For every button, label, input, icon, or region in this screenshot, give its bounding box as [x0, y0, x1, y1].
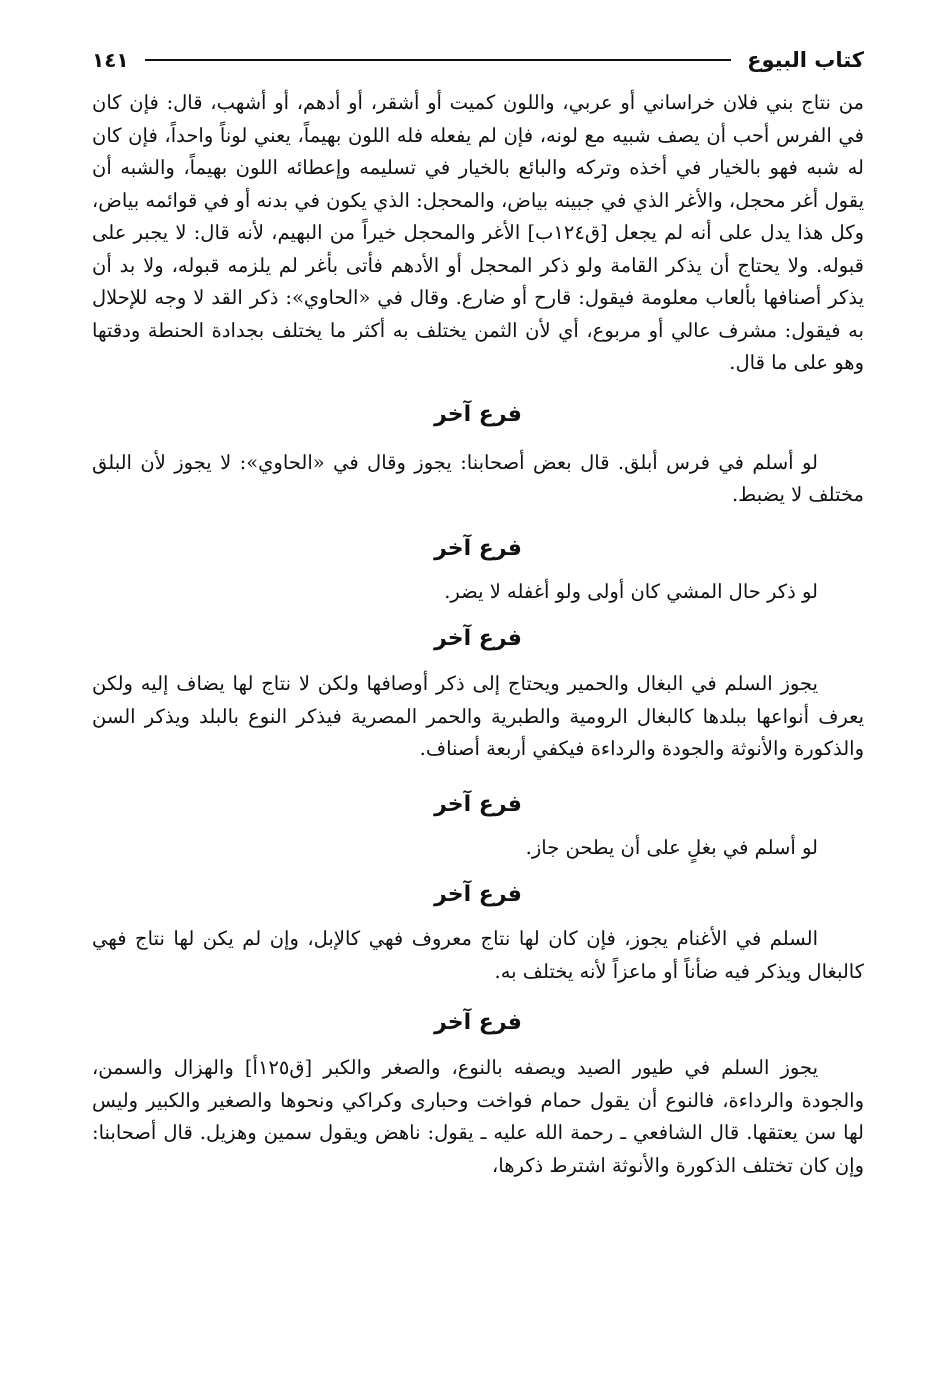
book-title: كتاب البيوع: [747, 48, 864, 72]
section-heading: فرع آخر: [434, 1010, 522, 1035]
paragraph-horse-description: من نتاج بني فلان خراساني أو عربي، واللون كميت أو أشقر، أو أدهم، أو أشهب، قال: فإن كان في الفرس أحب أن يصف شبيه مع لونه، فإن لم يفعله فله اللون بهيماً، يعني لوناً واحداً، فإن كان له شبه فهو بالخيار في أخذه وتركه والبائع بالخيار في تسليمه وإعطائه اللون بهيماً، والشبه أن يقول أغر محجل، والأغر الذي في جبينه بياض، والمحجل: الذي يكون في بدنه أو في قوائمه بياض، وكل هذا يدل على أنه لم يجعل [ق١٢٤ب] الأغر والمحجل خيراً من البهيم، لأنه قال: لا يجبر على قبوله. ولا يحتاج أن يذكر القامة ولو ذكر المحجل أو الأدهم فأتى بأغر لم يلزمه قبوله، ولا بد أن يذكر أصنافها بألعاب معلومة فيقول: قارح أو ضارع. وقال في «الحاوي»: ذكر القد لا وجه للإحلال به فيقول: مشرف عالي أو مربوع، أي لأن الثمن يختلف به أكثر ما يختلف بجدادة الحنطة ودقتها وهو على ما قال.: [92, 91, 864, 374]
section-heading: فرع آخر: [434, 791, 522, 817]
section-heading: فرع آخر: [434, 401, 522, 427]
paragraph-hunting-birds: يجوز السلم في طيور الصيد ويصفه بالنوع، والصغر والكبر [ق١٢٥أ] والهزال والسمن، والجودة والرداءة، فالنوع أن يقول حمام فواخت وحبارى وكراكي ونحوها والصغير والكبير وليس لها سن يعتقها. قال الشافعي ـ رحمة الله عليه ـ يقول: ناهض ويقول سمين وهزيل. قال أصحابنا: وإن كان تختلف الذكورة والأنوثة اشترط ذكرها،: [92, 1056, 864, 1177]
section-heading: فرع آخر: [434, 626, 522, 651]
book-page: [92, 40, 864, 1182]
paragraph-mule-grinding: لو أسلم في بغلٍ على أن يطحن جاز.: [525, 835, 818, 859]
page-number: ١٤١: [92, 48, 129, 72]
running-head: [92, 40, 864, 80]
paragraph-sheep-goats: السلم في الأغنام يجوز، فإن كان لها نتاج معروف فهي كالإبل، وإن لم يكن لها نتاج فهي كالبغال ويذكر فيه ضأناً أو ماعزاً لأنه يختلف به.: [92, 927, 864, 983]
header-rule: [145, 59, 732, 61]
section-heading: فرع آخر: [434, 535, 522, 561]
section-heading: فرع آخر: [434, 882, 522, 907]
paragraph-walking-gait: لو ذكر حال المشي كان أولى ولو أغفله لا يضر.: [444, 579, 818, 603]
paragraph-piebald-horse: لو أسلم في فرس أبلق. قال بعض أصحابنا: يجوز وقال في «الحاوي»: لا يجوز لأن البلق مختلف لا يضبط.: [92, 450, 864, 506]
paragraph-mules-donkeys: يجوز السلم في البغال والحمير ويحتاج إلى ذكر أوصافها ولكن لا نتاج لها يضاف إليه ولكن يعرف أنواعها ببلدها كالبغال الرومية والطبرية والحمر المصرية فيذكر النوع بالبلد ويذكر السن والذكورة والأنوثة والجودة والرداءة فيكفي أربعة أصناف.: [92, 672, 864, 760]
